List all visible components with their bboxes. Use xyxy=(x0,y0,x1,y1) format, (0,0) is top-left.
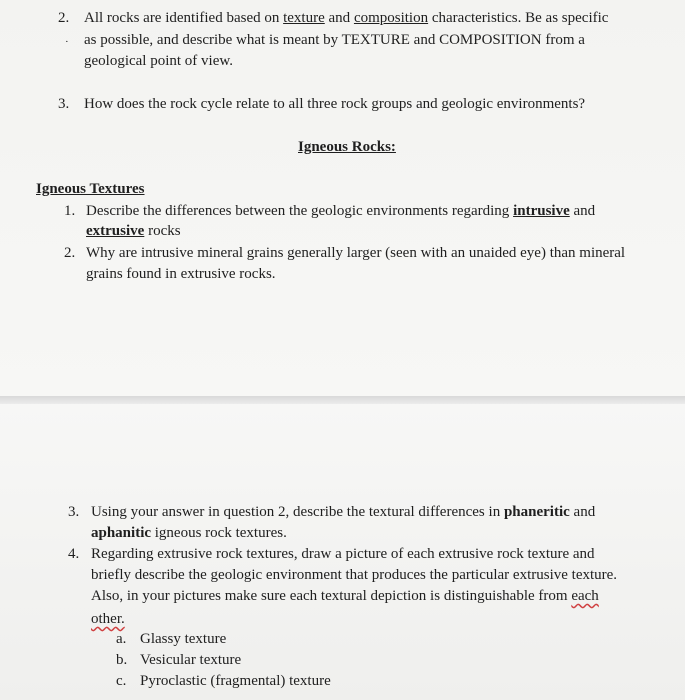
q3-line1: How does the rock cycle relate to all three rock groups and geologic environments? xyxy=(84,96,586,112)
bq3-number: 3. xyxy=(68,504,80,520)
it2-line1: Why are intrusive mineral grains generally larger (seen with an unaided eye) than mineral xyxy=(86,245,626,261)
bq3-line1 xyxy=(91,502,595,523)
it1-intrusive: intrusive xyxy=(513,203,570,219)
item-c-text: Pyroclastic (fragmental) texture xyxy=(140,673,331,689)
item-a-text: Glassy texture xyxy=(140,631,227,647)
bq3-phaneritic: phaneritic xyxy=(503,504,570,520)
q2-texture: texture xyxy=(283,10,325,26)
stray-mark: · xyxy=(65,36,69,48)
q2-line3: geological point of view. xyxy=(84,53,233,69)
bq3-text-rest: igneous rock textures. xyxy=(151,525,287,541)
it1-text-pre: Describe the differences between the geologic environments regarding xyxy=(86,203,514,219)
it1-line1 xyxy=(86,201,595,222)
bq4-other: other. xyxy=(91,611,125,627)
bq4-line3 xyxy=(91,586,599,607)
item-a-letter: a. xyxy=(116,631,127,647)
q2-number: 2. xyxy=(58,10,70,26)
item-b-text: Vesicular texture xyxy=(140,652,242,668)
q2-composition: composition xyxy=(353,10,429,26)
q2-text-post: characteristics. Be as specific xyxy=(428,10,609,26)
bq4-line2: briefly describe the geologic environment that produces the particular extrusive texture. xyxy=(91,567,618,583)
it1-line2 xyxy=(86,221,181,242)
item-c-letter: c. xyxy=(116,673,127,689)
it2-number: 2. xyxy=(64,245,76,261)
bq3-aphanitic: aphanitic xyxy=(91,525,152,541)
q2-text-pre: All rocks are identified based on xyxy=(84,10,284,26)
q2-line2: as possible, and describe what is meant by TEXTURE and COMPOSITION from a xyxy=(84,32,585,48)
bq3-text-post: and xyxy=(569,504,596,520)
bq3-line2 xyxy=(91,523,287,544)
q3-number: 3. xyxy=(58,96,70,112)
page-gap xyxy=(0,396,685,404)
bq4-line3-pre: Also, in your pictures make sure each textural depiction is distinguishable from xyxy=(91,588,572,604)
bq4-line1: Regarding extrusive rock textures, draw a picture of each extrusive rock texture and xyxy=(91,546,595,562)
bq3-text-pre: Using your answer in question 2, describe the textural differences in xyxy=(91,504,504,520)
section-title: Igneous Rocks: xyxy=(298,139,396,155)
it1-number: 1. xyxy=(64,203,76,219)
subsection-title: Igneous Textures xyxy=(36,181,145,197)
bq4-line4 xyxy=(91,609,125,630)
page-bottom xyxy=(0,404,685,700)
it1-text-post: and xyxy=(569,203,596,219)
q2-and: and xyxy=(324,10,354,26)
bq4-number: 4. xyxy=(68,546,80,562)
item-b-letter: b. xyxy=(116,652,128,668)
q2-line1 xyxy=(84,8,608,29)
it1-text-rest: rocks xyxy=(144,223,181,239)
it1-extrusive: extrusive xyxy=(86,223,145,239)
bq4-each: each xyxy=(571,588,599,604)
it2-line2: grains found in extrusive rocks. xyxy=(86,266,276,282)
